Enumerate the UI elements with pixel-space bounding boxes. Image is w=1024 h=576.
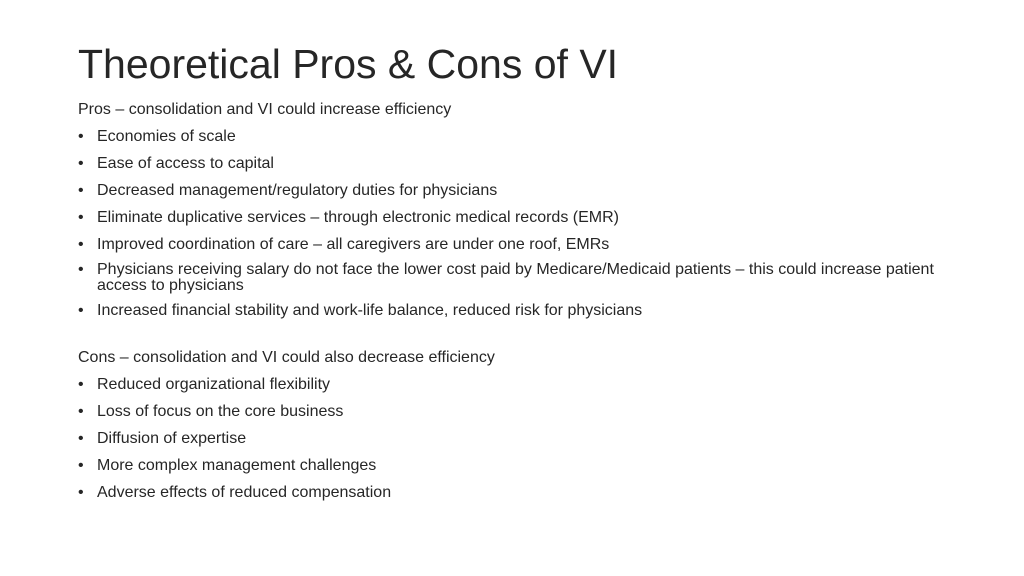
pros-item-text: Physicians receiving salary do not face the lower cost paid by Medicare/Medicaid patients – this could increase patient access to physicians [97,261,934,294]
cons-item-text: More complex management challenges [97,457,377,474]
bullet-icon: • [78,236,84,253]
list-item [78,301,948,321]
cons-item-text: Adverse effects of reduced compensation [97,484,392,501]
list-item [78,375,948,395]
cons-item-text: Reduced organizational flexibility [97,376,331,393]
bullet-icon: • [78,182,84,199]
pros-heading: Pros – consolidation and VI could increase efficiency [78,101,452,118]
slide-body [78,100,948,510]
bullet-icon: • [78,261,84,278]
list-item [78,154,948,174]
list-item [78,127,948,147]
pros-item-text: Eliminate duplicative services – through electronic medical records (EMR) [97,209,619,226]
cons-list [78,375,948,503]
pros-item-text: Economies of scale [97,128,236,145]
bullet-icon: • [78,457,84,474]
bullet-icon: • [78,128,84,145]
pros-list [78,127,948,321]
list-item [78,181,948,201]
cons-heading: Cons – consolidation and VI could also decrease efficiency [78,349,495,366]
list-item [78,402,948,422]
bullet-icon: • [78,403,84,420]
list-item [78,456,948,476]
list-item [78,208,948,228]
bullet-icon: • [78,302,84,319]
bullet-icon: • [78,484,84,501]
bullet-icon: • [78,376,84,393]
pros-item-text: Decreased management/regulatory duties for physicians [97,182,498,199]
bullet-icon: • [78,155,84,172]
bullet-icon: • [78,430,84,447]
list-item [78,262,948,294]
list-item [78,235,948,255]
pros-item-text: Ease of access to capital [97,155,274,172]
cons-item-text: Loss of focus on the core business [97,403,344,420]
section-spacer [78,328,948,348]
list-item [78,429,948,449]
list-item [78,483,948,503]
bullet-icon: • [78,209,84,226]
pros-item-text: Improved coordination of care – all caregivers are under one roof, EMRs [97,236,610,253]
slide-title: Theoretical Pros & Cons of VI [78,41,619,87]
pros-item-text: Increased financial stability and work-life balance, reduced risk for physicians [97,302,643,319]
cons-item-text: Diffusion of expertise [97,430,247,447]
